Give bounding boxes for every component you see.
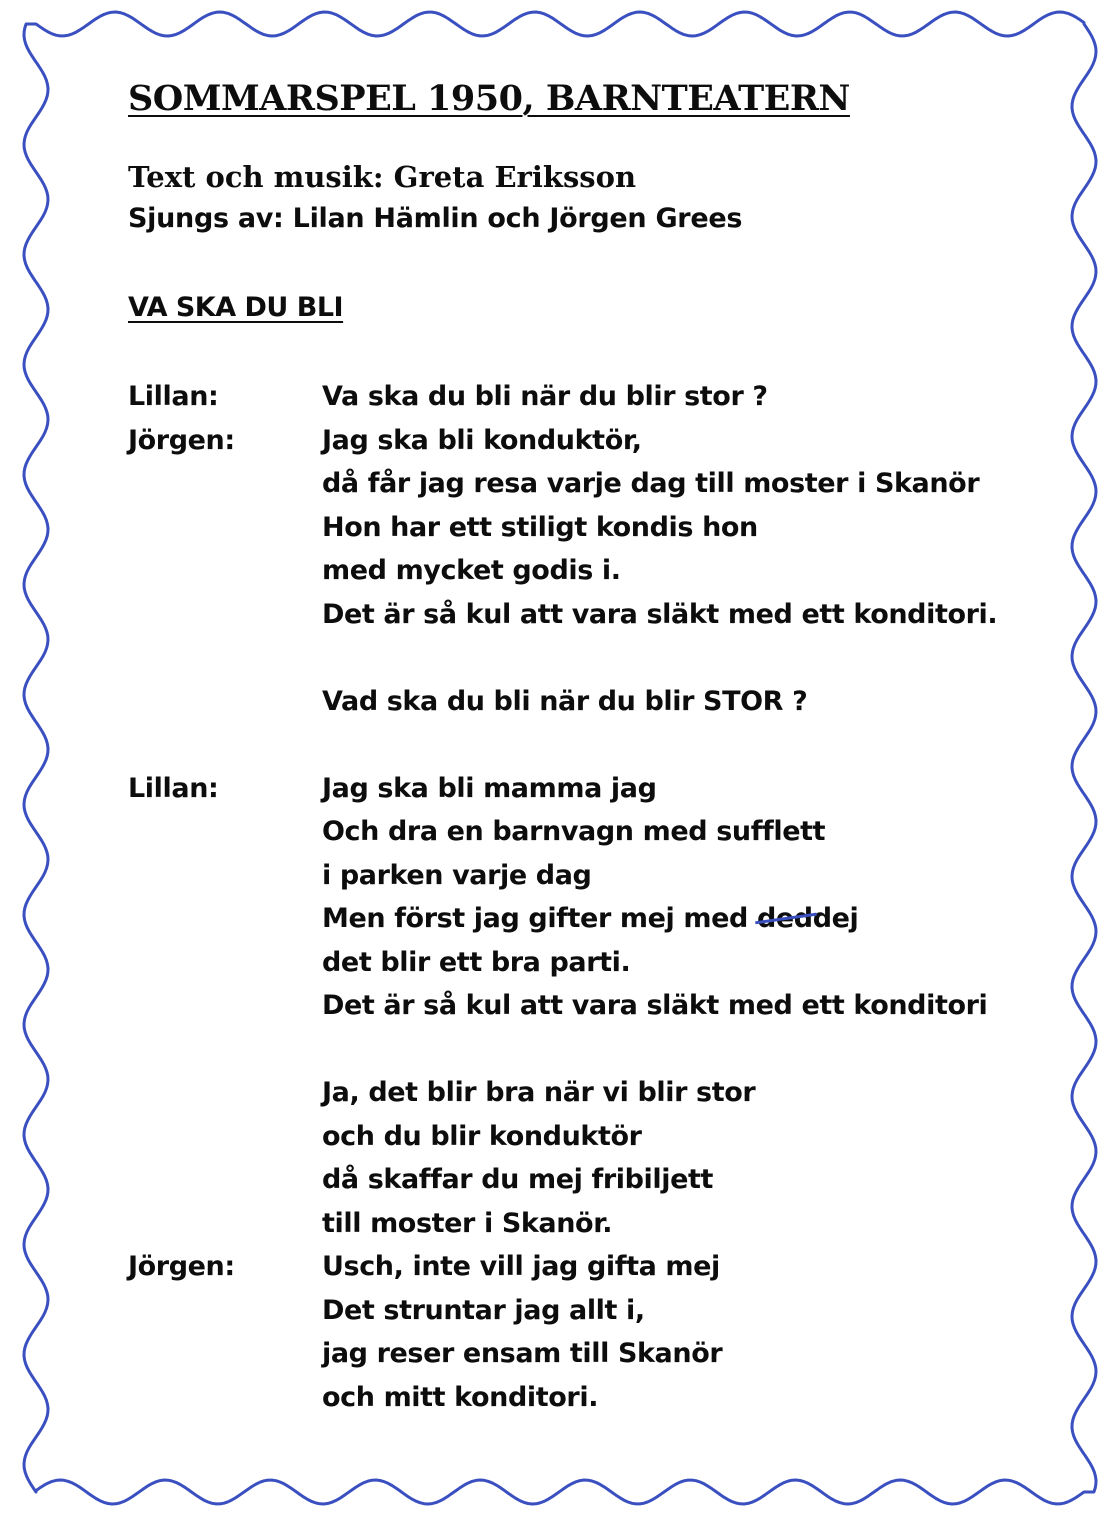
- lyric-text: och mitt konditori.: [322, 1381, 599, 1413]
- lyric-text: jag reser ensam till Skanör: [322, 1338, 723, 1369]
- lyric-text: Det är så kul att vara släkt med ett konditori: [322, 990, 988, 1021]
- lyric-line: [128, 549, 1028, 593]
- struck-word: ded: [756, 903, 813, 934]
- lyric-line: [128, 984, 1028, 1028]
- lyric-text: Hon har ett stiligt kondis hon: [322, 511, 758, 543]
- credit-text-music: Text och musik: Greta Eriksson: [128, 160, 637, 194]
- lyric-text: då får jag resa varje dag till moster i Skanör: [322, 468, 980, 499]
- lyric-text: Ja, det blir bra när vi blir stor: [322, 1077, 756, 1108]
- speaker-label: Lillan:: [128, 381, 219, 412]
- lyric-text: Det är så kul att vara släkt med ett konditori.: [322, 598, 998, 630]
- lyric-line: [128, 1332, 1028, 1376]
- lyric-line: [128, 810, 1028, 854]
- lyric-line: [128, 897, 1028, 941]
- lyric-text-after: dej: [812, 903, 859, 934]
- stanza-gap: [128, 1028, 1028, 1072]
- page-title: SOMMARSPEL 1950, BARNTEATERN: [128, 78, 850, 119]
- speaker-label: Jörgen:: [128, 1251, 235, 1282]
- lyric-line: [128, 506, 1028, 550]
- lyric-text: Va ska du bli när du blir stor ?: [322, 381, 768, 412]
- lyric-text: det blir ett bra parti.: [322, 946, 631, 978]
- lyric-text: till moster i Skanör.: [322, 1207, 613, 1239]
- lyric-text: Det struntar jag allt i,: [322, 1294, 645, 1326]
- song-title: VA SKA DU BLI: [128, 292, 344, 323]
- lyric-line: [128, 1245, 1028, 1289]
- lyric-line: [128, 767, 1028, 811]
- lyric-line: [128, 1376, 1028, 1420]
- lyric-line: [128, 941, 1028, 985]
- lyric-line: [128, 680, 1028, 724]
- speaker-label: Jörgen:: [128, 424, 235, 456]
- lyric-text: med mycket godis i.: [322, 555, 621, 586]
- lyric-text: och du blir konduktör: [322, 1120, 642, 1152]
- lyric-line: [128, 1158, 1028, 1202]
- credit-sung-by: Sjungs av: Lilan Hämlin och Jörgen Grees: [128, 203, 743, 234]
- lyrics-block: [128, 375, 1028, 1419]
- lyric-text: [322, 897, 1028, 941]
- lyric-line: [128, 1115, 1028, 1159]
- lyric-line: [128, 1202, 1028, 1246]
- lyric-text: Usch, inte vill jag gifta mej: [322, 1251, 720, 1282]
- lyric-text-before: Men först jag gifter mej med: [322, 903, 757, 934]
- lyric-line: [128, 462, 1028, 506]
- lyric-line: [128, 419, 1028, 463]
- lyric-text: i parken varje dag: [322, 859, 592, 891]
- lyric-text: Jag ska bli konduktör,: [322, 424, 642, 456]
- lyric-text: Jag ska bli mamma jag: [322, 772, 657, 804]
- speaker-label: Lillan:: [128, 772, 219, 804]
- stanza-gap: [128, 636, 1028, 680]
- lyric-line: [128, 1289, 1028, 1333]
- lyric-line: [128, 375, 1028, 419]
- lyric-line: [128, 593, 1028, 637]
- lyric-text: Vad ska du bli när du blir STOR ?: [322, 685, 808, 717]
- lyric-text: Och dra en barnvagn med sufflett: [322, 816, 826, 847]
- lyric-text: då skaffar du mej fribiljett: [322, 1164, 714, 1195]
- stanza-gap: [128, 723, 1028, 767]
- lyric-line: [128, 1071, 1028, 1115]
- lyric-line: [128, 854, 1028, 898]
